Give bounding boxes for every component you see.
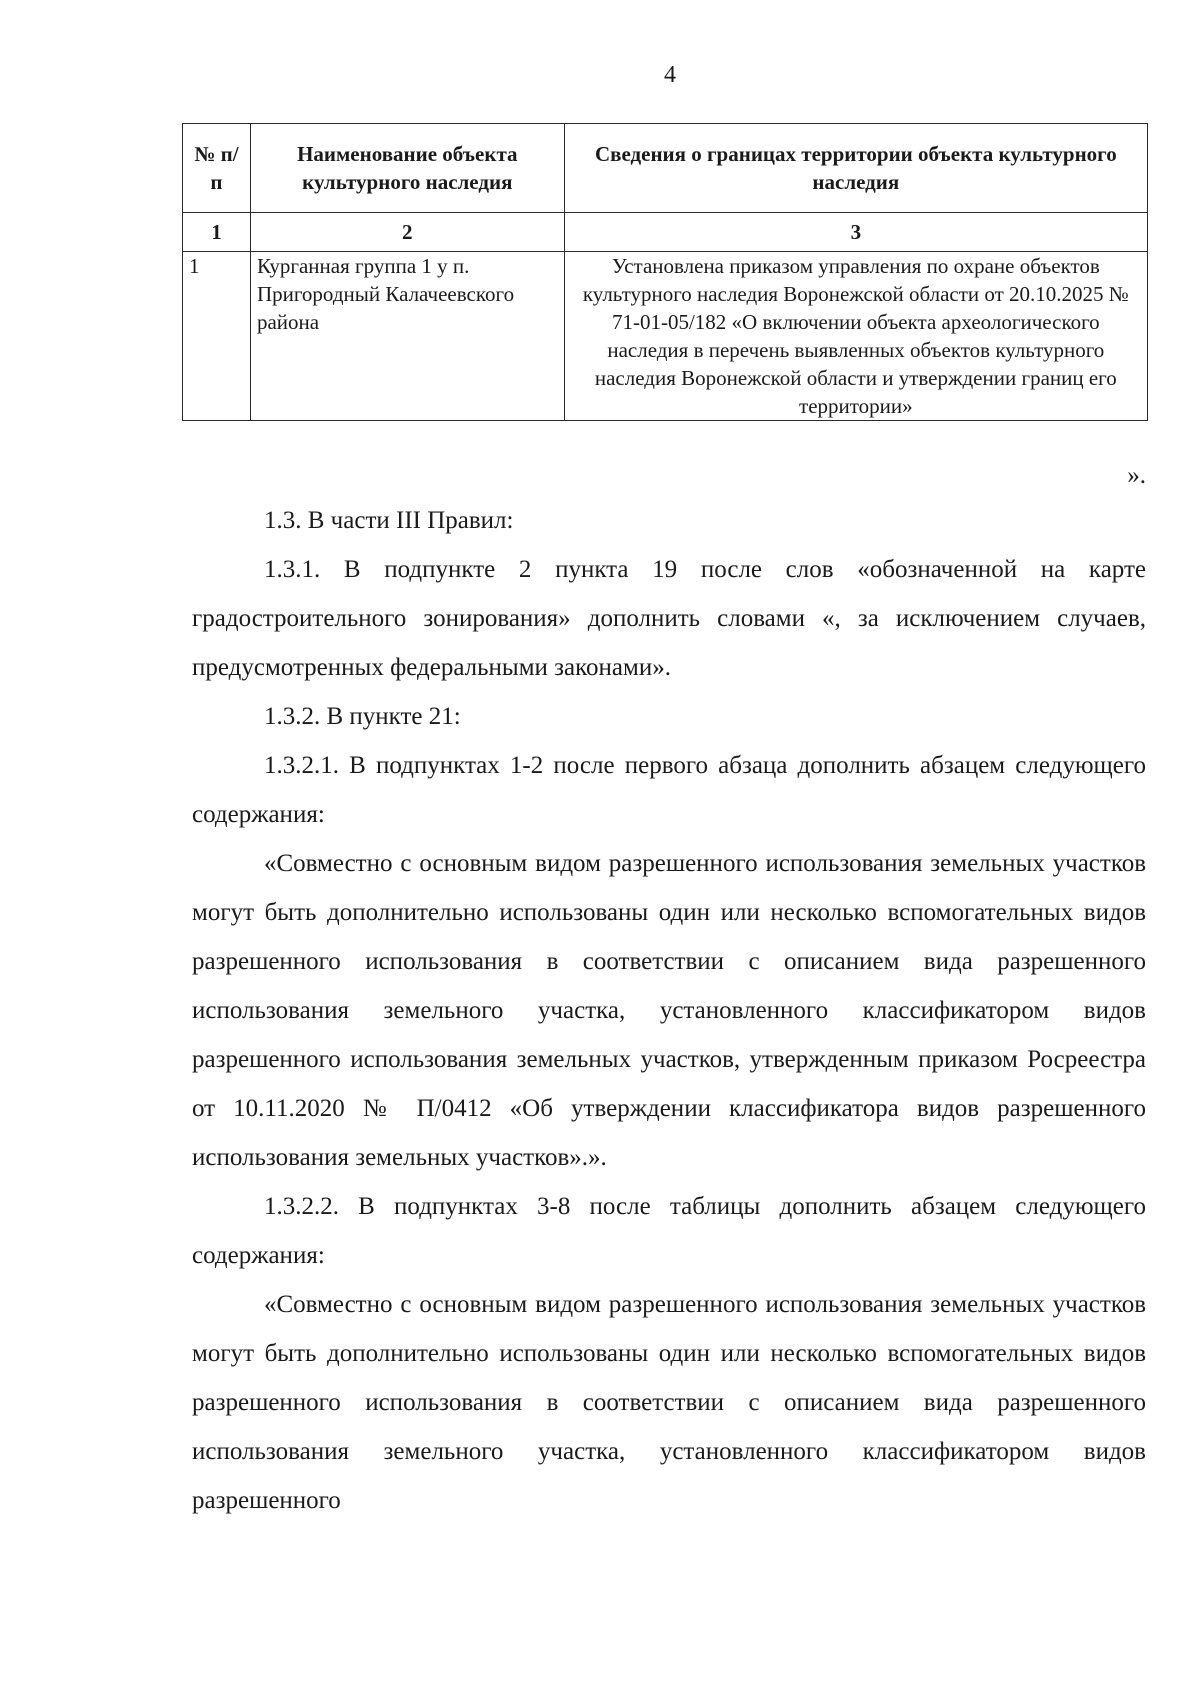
paragraph-1-3-1: 1.3.1. В подпункте 2 пункта 19 после слов «обозначенной на карте градостроительного зонирования» дополнить словами «, за исключением случаев, предусмотренных федеральными законами». <box>192 556 1146 681</box>
page-number: 4 <box>664 62 676 88</box>
heritage-objects-table <box>182 123 1148 421</box>
paragraph-1-3: 1.3. В части III Правил: <box>264 507 514 534</box>
header-number: № п/п <box>183 124 251 213</box>
table-closing-quote: ». <box>1127 462 1146 489</box>
paragraph-1-3-2-1: 1.3.2.1. В подпунктах 1-2 после первого абзаца дополнить абзацем следующего содержания: <box>192 752 1146 828</box>
table-header-row <box>183 124 1148 213</box>
paragraph-1-3-2: 1.3.2. В пункте 21: <box>264 703 461 730</box>
row-object-name: Курганная группа 1 у п. Пригородный Калачеевского района <box>250 252 564 421</box>
row-territory-info: Установлена приказом управления по охране объектов культурного наследия Воронежской области от 20.10.2025 № 71-01-05/182 «О включении объекта археологического наследия в перечень выявленных объектов культурного наследия Воронежской области и утверждении границ его территории» <box>564 252 1147 421</box>
row-number: 1 <box>183 252 251 421</box>
table-row <box>183 252 1148 421</box>
paragraph-1-3-2-2: 1.3.2.2. В подпунктах 3-8 после таблицы дополнить абзацем следующего содержания: <box>192 1193 1146 1269</box>
document-body <box>192 496 1146 1525</box>
quoted-paragraph-1: «Совместно с основным видом разрешенного использования земельных участков могут быть дополнительно использованы один или несколько вспомогательных видов разрешенного использования в соответствии с описанием вида разрешенного использования земельного участка, установленного классификатором видов разрешенного использования земельных участков, утвержденным приказом Росреестра от 10.11.2020 № П/0412 «Об утверждении классификатора видов разрешенного использования земельных участков».». <box>192 850 1146 1171</box>
column-numbers-row <box>183 213 1148 252</box>
header-territory-info: Сведения о границах территории объекта культурного наследия <box>564 124 1147 213</box>
column-number-1: 1 <box>183 213 251 252</box>
column-number-2: 2 <box>250 213 564 252</box>
column-number-3: 3 <box>564 213 1147 252</box>
header-object-name: Наименование объекта культурного наследия <box>250 124 564 213</box>
quoted-paragraph-2: «Совместно с основным видом разрешенного использования земельных участков могут быть дополнительно использованы один или несколько вспомогательных видов разрешенного использования в соответствии с описанием вида разрешенного использования земельного участка, установленного классификатором видов разрешенного <box>192 1291 1146 1514</box>
